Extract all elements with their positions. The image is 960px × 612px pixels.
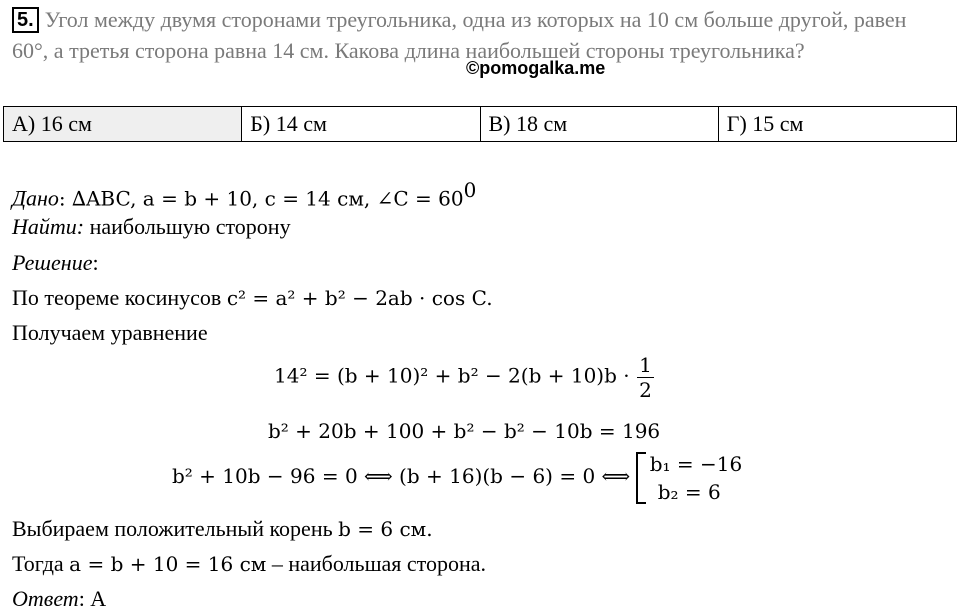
choose-root-line [12, 516, 433, 542]
given-degree-sup: 0 [463, 178, 477, 202]
roots-system [636, 450, 743, 506]
find-text: наибольшую сторону [84, 214, 291, 239]
find-line [12, 214, 291, 240]
given-expression: : ∆ABC, a = b + 10, c = 14 см, ∠C = 60 [58, 186, 464, 211]
then-line [12, 551, 486, 577]
fraction-denominator: 2 [639, 378, 652, 402]
equation-3-left: b² + 10b − 96 = 0 ⟺ (b + 16)(b − 6) = 0 ⟺ [172, 464, 631, 489]
choice-c[interactable]: В) 18 см [480, 107, 718, 142]
then-tail: – наибольшая сторона. [266, 551, 487, 576]
equation-intro: Получаем уравнение [12, 320, 208, 345]
problem-number: 5. [12, 7, 39, 33]
system-bracket [636, 452, 646, 504]
choice-a[interactable]: А) 16 см [4, 107, 242, 142]
choice-d[interactable]: Г) 15 см [718, 107, 956, 142]
cosine-text: По теореме косинусов [12, 285, 227, 310]
choose-text: Выбираем положительный корень [12, 516, 339, 541]
watermark: ©pomogalka.me [466, 58, 606, 78]
find-label: Найти: [12, 214, 85, 239]
given-line [12, 178, 476, 211]
answer-choices-table [3, 106, 957, 142]
fraction-half [637, 353, 654, 402]
choice-b[interactable]: Б) 14 см [242, 107, 480, 142]
answer-line [12, 586, 106, 612]
solution-colon: : [92, 250, 99, 275]
root-2: b₂ = 6 [657, 480, 721, 504]
equation-2 [268, 418, 660, 444]
answer-value: : А [78, 586, 107, 611]
answer-label: Ответ [12, 586, 79, 611]
solution-label: Решение [12, 250, 93, 275]
given-label: Дано [12, 185, 59, 211]
problem-statement [12, 4, 942, 66]
root-1: b₁ = −16 [649, 452, 743, 476]
then-text: Тогда [12, 551, 70, 576]
then-expression: a = b + 10 = 16 см [69, 552, 267, 576]
equation-1 [274, 353, 654, 402]
equation-2-text: b² + 20b + 100 + b² − b² − 10b = 196 [268, 419, 661, 443]
solution-heading [12, 250, 99, 276]
cosine-theorem-line [12, 285, 493, 311]
equation-3 [172, 450, 742, 506]
cosine-formula: c² = a² + b² − 2ab · cos C. [226, 286, 493, 310]
equation-1-left: 14² = (b + 10)² + b² − 2(b + 10)b · [274, 363, 630, 388]
choose-expression: b = 6 см. [338, 517, 433, 541]
fraction-numerator: 1 [639, 353, 652, 377]
problem-text: Угол между двумя сторонами треугольника, одна из которых на 10 см больше другой, равен 60°, а третья сторона равна 14 см. Какова длина наибольшей стороны треугольника? [12, 7, 907, 63]
